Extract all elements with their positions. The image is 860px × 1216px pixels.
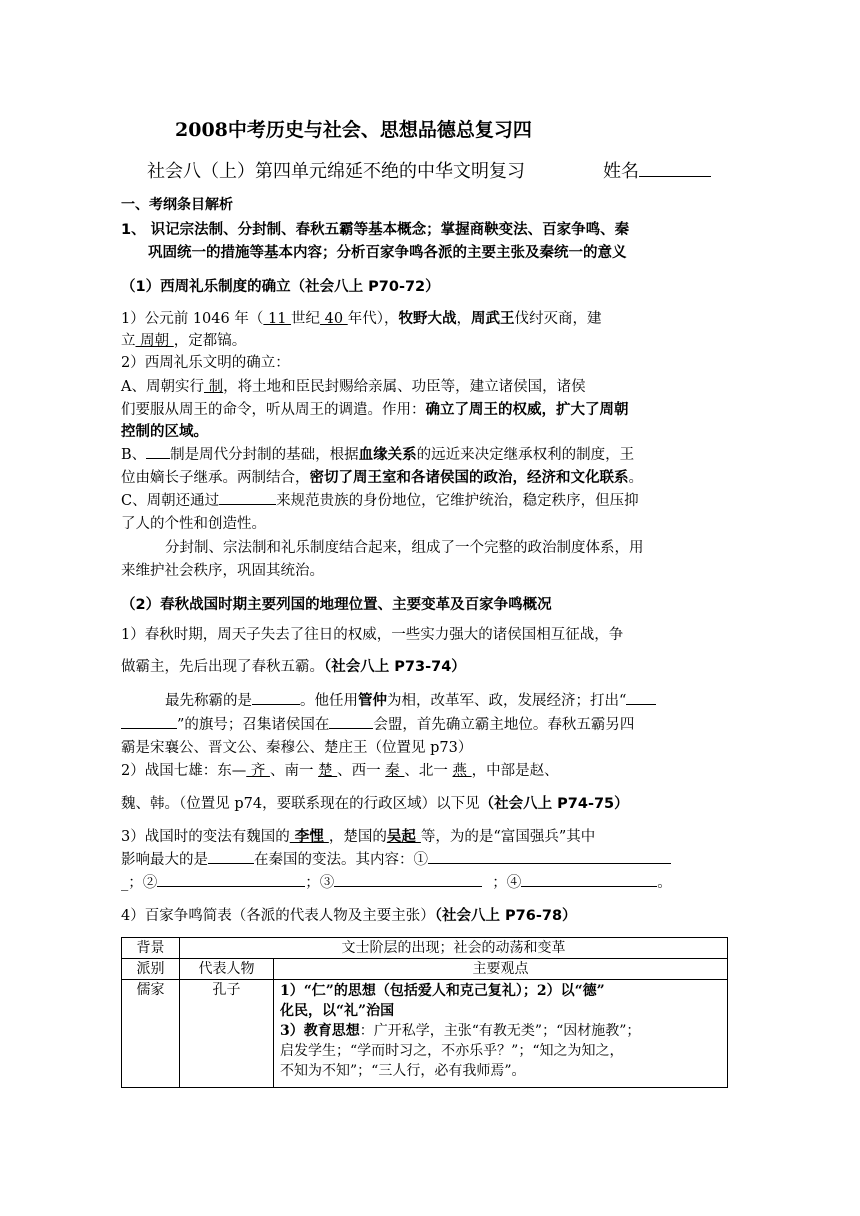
- views-line: 1）“仁”的思想（包括爱人和克己复礼）；2）以“德”: [280, 983, 605, 999]
- para-c-line2: 了人的个性和创造性。: [121, 516, 266, 532]
- views-line: 3）教育思想：广开私学，主张“有教无类”；“因材施教”；: [280, 1023, 641, 1039]
- q2-line3: 霸是宋襄公、晋文公、秦穆公、楚庄王（位置见 p73）: [121, 740, 473, 756]
- q5-heading: 4）百家争鸣简表（各派的代表人物及主要主张）（社会八上 P76-78）: [121, 908, 577, 924]
- header-views: 主要观点: [274, 959, 728, 980]
- answer-century: 11: [263, 311, 292, 327]
- blank-content-4[interactable]: [521, 872, 657, 887]
- para-2-heading: 2）西周礼乐文明的确立：: [121, 355, 290, 371]
- views-line: 不知为不知”；“三人行，必有我师焉”。: [280, 1063, 526, 1079]
- q1-line2: 做霸主，先后出现了春秋五霸。（社会八上 P73-74）: [121, 659, 466, 675]
- para-1-line2: 立 周朝 ，定都镐。: [121, 333, 247, 349]
- answer-dynasty: 周朝: [135, 333, 174, 349]
- answer-li-kui: 李悝: [289, 828, 329, 845]
- outline-item-line1: 1、 识记宗法制、分封制、春秋五霸等基本概念；掌握商鞅变法、百家争鸣、秦: [121, 222, 630, 238]
- para-a-line3: 控制的区域。: [121, 423, 208, 440]
- para-b-line1: B、 制是周代分封制的基础，根据血缘关系的远近来决定继承权利的制度，王: [121, 446, 635, 463]
- table-header-row: [122, 959, 728, 980]
- para-c-line1: C、周朝还通过 来规范贵族的身份地位，它维护统治，稳定秩序，但压抑: [121, 490, 639, 512]
- blank-first-hegemon[interactable]: [252, 690, 300, 705]
- para-a-line2: 们要服从周王的命令，听从周王的调遣。作用：确立了周王的权威，扩大了周朝: [121, 401, 629, 418]
- para-d-line2: 来维护社会秩序，巩固其统治。: [121, 563, 324, 579]
- blank-system: 制: [203, 379, 224, 395]
- outline-item-line2: 巩固统一的措施等基本内容；分析百家争鸣各派的主要主张及秦统一的意义: [148, 245, 627, 261]
- name-blank[interactable]: [639, 162, 711, 177]
- header-person: 代表人物: [180, 959, 274, 980]
- blank-rites[interactable]: [219, 490, 276, 505]
- q4-line2: 影响最大的是 在秦国的变法。其内容：①: [121, 849, 671, 871]
- para-a-line1: A、周朝实行 制，将土地和臣民封赐给亲属、功臣等，建立诸侯国，诸侯: [121, 379, 586, 395]
- blank-slogan-b[interactable]: [121, 714, 177, 729]
- views-line: 化民，以“礼”治国: [280, 1003, 395, 1019]
- q3-line1: 2）战国七雄：东— 齐 、南一 楚 、西一 秦 、北一 燕 ，中部是赵、: [121, 763, 559, 779]
- answer-yan: 燕: [452, 763, 472, 779]
- answer-chu: 楚: [318, 763, 338, 779]
- background-value: 文士阶层的出现；社会的动荡和变革: [180, 938, 728, 959]
- blank-reformer[interactable]: [208, 849, 254, 864]
- q2-line1: 最先称霸的是 。他任用管仲为相，改革军、政，发展经济；打出“: [165, 690, 656, 712]
- name-field[interactable]: [603, 157, 711, 183]
- answer-qi: 齐: [246, 763, 270, 779]
- para-1-line1: 1）公元前 1046 年（ 11 世纪 40 年代），牧野大战，周武王伐纣灭商，建: [121, 310, 602, 327]
- answer-wu-qi: 吴起: [386, 828, 421, 845]
- q2-line2: ”的旗号；召集诸侯国在 会盟，首先确立霸主地位。春秋五霸另四: [121, 714, 634, 736]
- name-label: 姓名: [603, 161, 639, 182]
- q4-line3: _；② ；③ ；④ 。: [121, 872, 672, 894]
- para-d-line1: 分封制、宗法制和礼乐制度结合起来，组成了一个完整的政治制度体系，用: [165, 540, 644, 556]
- views-cell: [274, 980, 728, 1088]
- para-b-line2: 位由嫡长子继承。两制结合，密切了周王室和各诸侯国的政治，经济和文化联系。: [121, 469, 643, 486]
- blank-content-2[interactable]: [157, 872, 305, 887]
- heading-western-zhou: （1）西周礼乐制度的确立（社会八上 P70-72）: [121, 279, 440, 295]
- document-title: 2008中考历史与社会、思想品德总复习四: [175, 119, 532, 141]
- blank-slogan-a[interactable]: [626, 690, 656, 705]
- blank-content-1[interactable]: [428, 849, 671, 864]
- heading-spring-autumn: （2）春秋战国时期主要列国的地理位置、主要变革及百家争鸣概况: [121, 597, 552, 613]
- q3-line2: 魏、韩。（位置见 p74，要联系现在的行政区域）以下见（社会八上 P74-75）: [121, 796, 629, 812]
- answer-qin: 秦: [385, 763, 405, 779]
- table-row: [122, 980, 728, 1088]
- blank-meeting-place[interactable]: [329, 714, 373, 729]
- section-heading: 一、考纲条目解析: [121, 197, 233, 213]
- header-school: 派别: [122, 959, 180, 980]
- school-cell: 儒家: [122, 980, 180, 1088]
- table-row: [122, 938, 728, 959]
- views-line: 启发学生；“学而时习之，不亦乐乎？”；“知之为知之，: [280, 1043, 624, 1059]
- hundred-schools-table: [121, 937, 728, 1088]
- person-cell: 孔子: [180, 980, 274, 1088]
- background-label: 背景: [122, 938, 180, 959]
- answer-decade: 40: [320, 311, 348, 327]
- q4-line1: 3）战国时的变法有魏国的 李悝 ，楚国的吴起 等，为的是“富国强兵”其中: [121, 828, 596, 845]
- blank-clan[interactable]: [146, 444, 170, 459]
- unit-subtitle: 社会八（上）第四单元绵延不绝的中华文明复习: [147, 161, 525, 182]
- q1-line1: 1）春秋时期，周天子失去了往日的权威，一些实力强大的诸侯国相互征战，争: [121, 627, 624, 643]
- blank-content-3[interactable]: [334, 872, 482, 887]
